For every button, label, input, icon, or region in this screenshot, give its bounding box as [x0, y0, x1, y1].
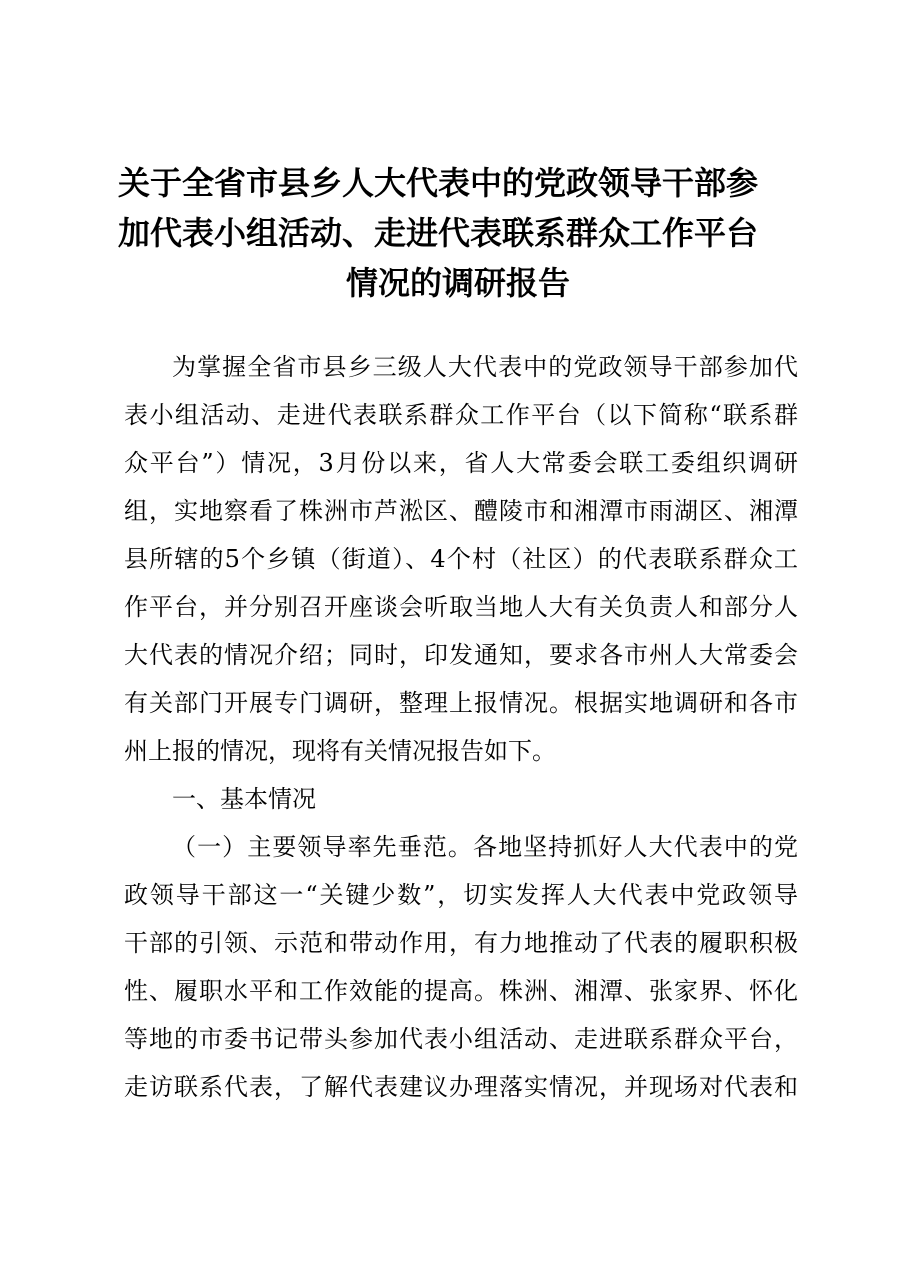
leadership-line-1: （一）主要领导率先垂范。各地坚持抓好人大代表中的党 — [172, 833, 798, 861]
leadership-line-6: 走访联系代表，了解代表建议办理落实情况，并现场对代表和 — [124, 1073, 798, 1101]
title-line-1: 关于全省市县乡人大代表中的党政领导干部参 — [118, 164, 759, 202]
intro-line-3: 众平台”）情况，3月份以来，省人大常委会联工委组织调研 — [124, 449, 798, 477]
leadership-line-3: 干部的引领、示范和带动作用，有力地推动了代表的履职积极 — [124, 929, 798, 957]
document-title — [118, 158, 798, 308]
leadership-line-4: 性、履职水平和工作效能的提高。株洲、湘潭、张家界、怀化 — [124, 977, 798, 1005]
intro-line-2: 表小组活动、走进代表联系群众工作平台（以下简称“联系群 — [124, 401, 798, 429]
intro-line-5: 县所辖的5个乡镇（街道）、4个村（社区）的代表联系群众工 — [124, 545, 798, 573]
paragraph-intro — [124, 343, 798, 775]
title-line-3: 情况的调研报告 — [345, 264, 570, 302]
leadership-line-2: 政领导干部这一“关键少数”，切实发挥人大代表中党政领导 — [124, 881, 798, 909]
paragraph-leadership — [124, 823, 798, 1111]
leadership-line-5: 等地的市委书记带头参加代表小组活动、走进联系群众平台， — [124, 1025, 798, 1053]
intro-line-4: 组，实地察看了株洲市芦淞区、醴陵市和湘潭市雨湖区、湘潭 — [124, 497, 798, 525]
intro-line-1: 为掌握全省市县乡三级人大代表中的党政领导干部参加代 — [172, 353, 798, 381]
title-line-2: 加代表小组活动、走进代表联系群众工作平台 — [118, 214, 759, 252]
section-heading — [124, 775, 798, 823]
document-body — [124, 343, 798, 1111]
section-heading-text: 一、基本情况 — [172, 785, 316, 813]
intro-line-6: 作平台，并分别召开座谈会听取当地人大有关负责人和部分人 — [124, 593, 798, 621]
intro-line-9: 州上报的情况，现将有关情况报告如下。 — [124, 737, 556, 765]
intro-line-8: 有关部门开展专门调研，整理上报情况。根据实地调研和各市 — [124, 689, 798, 717]
intro-line-7: 大代表的情况介绍；同时，印发通知，要求各市州人大常委会 — [124, 641, 798, 669]
